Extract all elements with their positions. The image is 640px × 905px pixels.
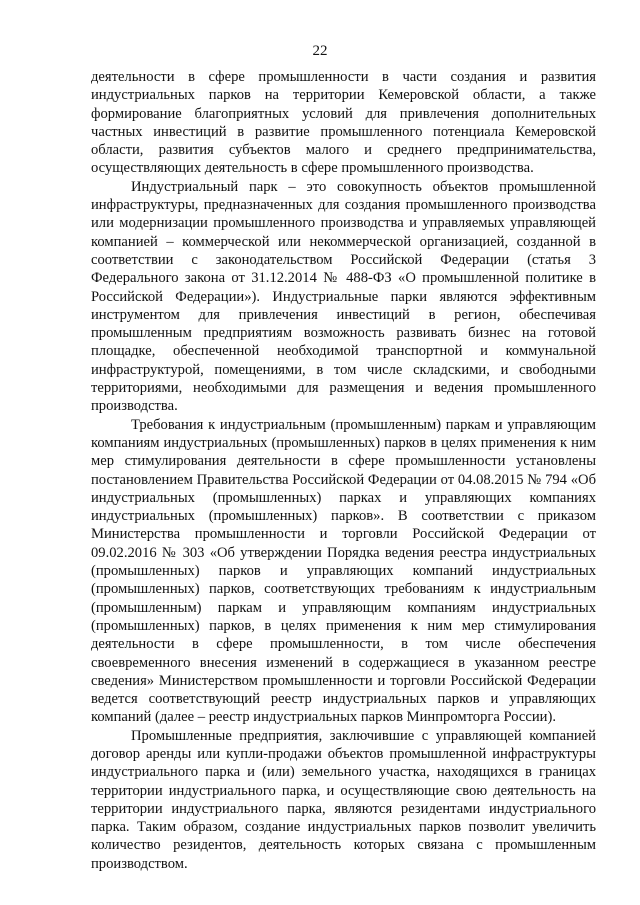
paragraph-industrial-park-definition: Индустриальный парк – это совокупность объектов промышленной инфраструктуры, предназначенных для создания промышленного производства или модернизации промышленного производства и управляемых управляющей компанией – коммерческой или некоммерческой организацией, созданной в соответствии с законодательством Российской Федерации (статья 3 Федерального закона от 31.12.2014 № 488-ФЗ «О промышленной политике в Российской Федерации»). Индустриальные парки являются эффективным инструментом для привлечения инвестиций в регион, обеспечивая промышленным предприятиям возможность развивать бизнес на готовой площадке, обеспеченной необходимой транспортной и коммунальной инфраструктурой, помещениями, в том числе складскими, и свободными территориями, необходимыми для размещения и ведения промышленного производства.	[91, 178, 596, 415]
page-number: 22	[312, 43, 328, 59]
paragraph-1-continuation: деятельности в сфере промышленности в части создания и развития индустриальных парков на территории Кемеровской области, а также формирование благоприятных условий для привлечения дополнительных частных инвестиций в развитие промышленного потенциала Кемеровской области, развития субъектов малого и среднего предпринимательства, осуществляющих деятельность в сфере промышленного производства.	[91, 69, 596, 177]
paragraph-requirements-registry: Требования к индустриальным (промышленным) паркам и управляющим компаниям индустриальных (промышленных) парков в целях применения к ним мер стимулирования деятельности в сфере промышленности установлены постановлением Правительства Российской Федерации от 04.08.2015 № 794 «Об индустриальных (промышленных) парках и управляющих компаниях индустриальных (промышленных) парков». В соответствии с приказом Министерства промышленности и торговли Российской Федерации от 09.02.2016 № 303 «Об утверждении Порядка ведения реестра индустриальных (промышленных) парков и управляющих компаний индустриальных (промышленных) парков, соответствующих требованиям к индустриальным (промышленным) паркам и управляющим компаниям индустриальных (промышленных) парков, в целях применения к ним мер стимулирования деятельности в сфере промышленности, в том числе обеспечения своевременного внесения изменений в содержащиеся в указанном реестре сведения» Министерством промышленности и торговли Российской Федерации ведется соответствующий реестр индустриальных парков и управляющих компаний (далее – реестр индустриальных парков Минпромторга России).	[91, 416, 596, 726]
document-body	[91, 68, 596, 873]
paragraph-residents: Промышленные предприятия, заключившие с управляющей компанией договор аренды или купли-продажи объектов промышленной инфраструктуры индустриального парка и (или) земельного участка, находящихся в границах территории индустриального парка, и осуществляющие свою деятельность на территории индустриального парка, являются резидентами индустриального парка. Таким образом, создание индустриальных парков позволит увеличить количество резидентов, деятельность которых связана с промышленным производством.	[91, 727, 596, 872]
